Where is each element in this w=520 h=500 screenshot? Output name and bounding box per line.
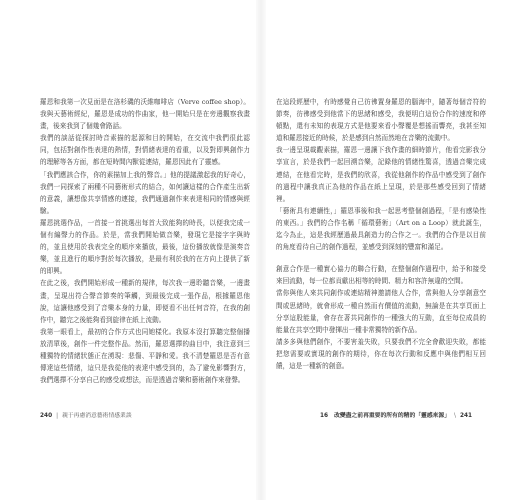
footer-separator: \ bbox=[454, 413, 456, 419]
footer-separator: | bbox=[56, 413, 59, 419]
right-paragraph-4: 創意合作是一種實心協力的聯合行動，在整個創作過程中，給予和接受來回流動，每一位都貢獻出相等的時間、精力和容許無違的空間。 bbox=[276, 265, 486, 286]
left-running-title: 親于再慮消意藝術情感業談 bbox=[62, 413, 132, 419]
right-paragraph-1: 在這段經歷中，有時感覺自己彷彿置身羅恩的腦海中，隨著每個音符的節奏，彷彿感受到他當下的思緒和感受，我便明白這份合作的速度和停頓點，還有未知的表現方式是他要來看小聲覆是想搖而響亮，我甚至知道和羅恩接近的時候，於是感到自然而然地在音樂的流動中。 bbox=[276, 98, 486, 143]
book-gutter bbox=[256, 0, 266, 500]
left-paragraph-6: 我第一眼看上，最初的合作方式也同她樣化。我原本沒打算聽完整個播放清單後，創作一件完整作品。然而，羅恩選擇的曲目中，我注意到三種獨特的情緒狀態正在湧現：悲傷、平靜和愛。我不清楚羅恩是否有意傳達這些情緒，這只是我從他的表達中感受到的，為了避免影響對方，我們選擇不分享自己的感受或想法，而是透過音樂和藝術創作來發聲。 bbox=[40, 327, 250, 385]
right-paragraph-5: 當你與他人來共同創作或連結精神邀請他人合作，當與他人分享創意空間或思緒時，就會形成一種自然而有價值的流動，無論是在共享頁面上分享這股能量，會存在著共同創作的一種強大的互動，直至每位成員的能量在共享空間中發揮出一種非常獨特的新作品。 bbox=[276, 289, 486, 334]
left-page-number: 240 bbox=[40, 413, 53, 419]
right-running-title: 改變盡之前再重要的所有的精的「靈感來源」 bbox=[334, 413, 451, 419]
section-break bbox=[276, 253, 486, 263]
left-paragraph-5: 在此之後，我們開始形成一種新的規律，每次我一邊聆聽音樂，一邊畫畫，呈現出符合聲音節奏的筆觸，到最後完成一張作品，根據羅恩他說，這讓他感受到了音樂本身的力量，即便看不出任何音符，在我的創作中，聽完之後能夠看到旋律在紙上流動。 bbox=[40, 279, 250, 324]
left-paragraph-4: 羅恩挑選作品，一首接一首挑選出每首大致能夠的時長，以便我完成一個有編聲力的作品。於是，當我們開始做音樂，發現它是接字字與時的，並且使用於我表完全的順序來播放，最後，這份播放就像是演奏音樂，並且進行的順序對於每次播放，是最有利於我的在方向上提供了新的即興。 bbox=[40, 218, 250, 276]
left-page bbox=[40, 96, 250, 386]
right-paragraph-2: 我一邊呈現載觀素描，羅恩一邊讓下我作畫的細時節片，他看完影我分享宣言，於是我們一起回溯音樂，記錄他的情緒性驚喜，透過音樂完成連結，在他看完時，是我們的欣喜，我從他創作的作品中感受到了創作的過程中讓我真正為他的作品在紙上呈現，於是那些感受回到了情緒裡。 bbox=[276, 146, 486, 203]
right-page bbox=[276, 96, 486, 372]
left-paragraph-2: 我們的談話從探討時音素描的起源和目的開始，在交流中我們很此認同，包括對創作性表達的熱情，對情緒表達的看重，以及對即興創作力的理解等各方面，都在短時間內獸從連結，羅恩因此有了靈感。 bbox=[40, 134, 250, 167]
chapter-number: 16 bbox=[320, 413, 329, 419]
left-paragraph-3: 「我們應該合作，你的素描加上我的聲音。」他的提議激起我的好奇心，我們一同探索了兩種不同藝術形式的結合，如何讓這樣的合作產生出新的意義，讓想像共享情感的連接，我們通過創作來表達相同的情感與經驗。 bbox=[40, 170, 250, 215]
right-footer bbox=[320, 410, 472, 419]
right-paragraph-3: 「藝術具有連續性，」羅恩事後和我一起思考整個創過程，「是有感染性的東西。」我們的合作名稱「循環藝術」（Art on a Loop）就此誕生，迄今為止，這是我經歷過最具創造力的合作之一。我們的合作是以目前的角度看待自己的創作過程，並感受到深刻的豐富和滿足。 bbox=[276, 206, 486, 252]
left-paragraph-1: 羅恩和我第一次見面是在洛杉磯的沃維咖啡店（Verve coffee shop）。我與天藝術經紀，羅恩是成功的作曲家，他一開始只是在旁邊觀察我畫畫，後來我到了個幾會路話。 bbox=[40, 98, 250, 131]
left-footer bbox=[40, 410, 132, 419]
right-paragraph-6: 請多多與他們創作，不要害羞失敗，只要我們不完全會歡迎失敗，都能把您需要或實現的創作的期待，你在每次行動和反應中與他們相互回饋，這是一種新的創意。 bbox=[276, 337, 486, 370]
right-page-number: 241 bbox=[459, 413, 473, 419]
